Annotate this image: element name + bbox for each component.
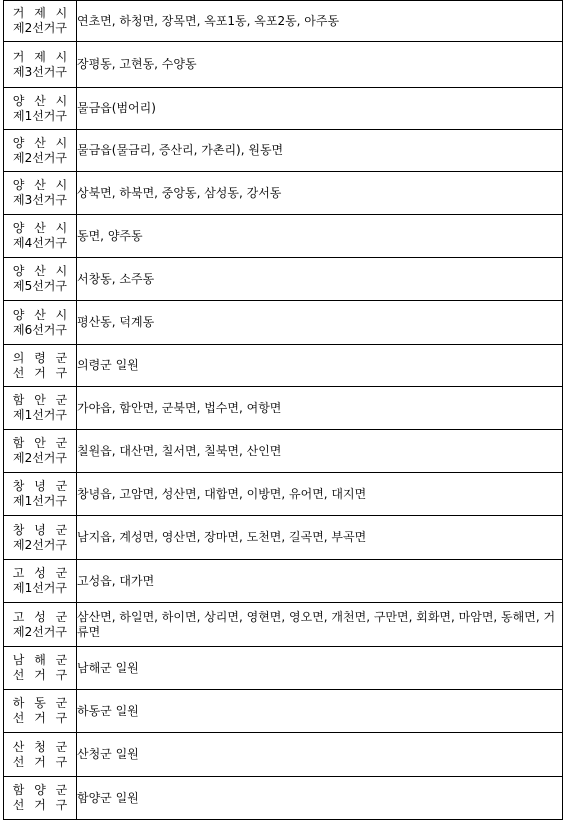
district-constituency-name: 제2선거구 xyxy=(12,537,67,552)
district-region-name: 양 산 시 xyxy=(12,264,71,278)
district-areas-cell: 연초면, 하청면, 장목면, 옥포1동, 옥포2동, 아주동 xyxy=(77,1,563,42)
district-areas-cell: 평산동, 덕계동 xyxy=(77,301,563,345)
district-areas-cell: 창녕읍, 고암면, 성산면, 대합면, 이방면, 유어면, 대지면 xyxy=(77,473,563,516)
table-row xyxy=(4,301,563,345)
district-name-cell xyxy=(4,172,77,215)
district-table xyxy=(3,0,563,820)
district-name-cell xyxy=(4,733,77,777)
table-row xyxy=(4,733,563,777)
district-areas-cell: 남지읍, 계성면, 영산면, 장마면, 도천면, 길곡면, 부곡면 xyxy=(77,516,563,560)
district-name-cell xyxy=(4,215,77,258)
district-areas-cell: 산청군 일원 xyxy=(77,733,563,777)
district-areas-cell: 상북면, 하북면, 중앙동, 삼성동, 강서동 xyxy=(77,172,563,215)
table-row xyxy=(4,777,563,820)
table-row xyxy=(4,647,563,690)
district-name-cell xyxy=(4,345,77,387)
district-constituency-name: 선 거 구 xyxy=(12,798,71,812)
district-region-name: 함 안 군 xyxy=(12,436,71,450)
table-body xyxy=(4,1,563,820)
table-row xyxy=(4,1,563,42)
table-row xyxy=(4,88,563,130)
table-row xyxy=(4,603,563,647)
district-constituency-name: 제2선거구 xyxy=(12,451,67,465)
district-region-name: 남 해 군 xyxy=(12,653,71,667)
table-row xyxy=(4,430,563,473)
district-name-cell xyxy=(4,516,77,560)
district-areas-cell: 고성읍, 대가면 xyxy=(77,560,563,603)
district-region-name: 양 산 시 xyxy=(12,221,71,235)
table-row xyxy=(4,215,563,258)
district-areas-cell: 서창동, 소주동 xyxy=(77,258,563,301)
district-areas-cell: 물금읍(물금리, 증산리, 가촌리), 원동면 xyxy=(77,130,563,172)
district-name-cell xyxy=(4,88,77,130)
district-region-name: 함 양 군 xyxy=(12,783,71,797)
district-name-cell xyxy=(4,647,77,690)
district-areas-cell: 의령군 일원 xyxy=(77,345,563,387)
district-region-name: 의 령 군 xyxy=(12,350,71,365)
district-name-cell xyxy=(4,387,77,430)
district-areas-cell: 가야읍, 함안면, 군북면, 법수면, 여항면 xyxy=(77,387,563,430)
district-constituency-name: 제1선거구 xyxy=(12,581,67,595)
district-areas-cell: 장평동, 고현동, 수양동 xyxy=(77,42,563,88)
district-region-name: 양 산 시 xyxy=(12,93,71,108)
district-constituency-name: 제6선거구 xyxy=(12,322,67,337)
district-region-name: 거 제 시 xyxy=(12,49,71,64)
district-region-name: 양 산 시 xyxy=(12,178,71,192)
district-name-cell xyxy=(4,690,77,733)
district-region-name: 하 동 군 xyxy=(12,696,71,710)
district-region-name: 창 녕 군 xyxy=(12,522,71,537)
table-row xyxy=(4,258,563,301)
table-row xyxy=(4,172,563,215)
district-name-cell xyxy=(4,258,77,301)
district-areas-cell: 함양군 일원 xyxy=(77,777,563,820)
district-areas-cell: 남해군 일원 xyxy=(77,647,563,690)
district-name-cell xyxy=(4,777,77,820)
table-row xyxy=(4,42,563,88)
district-name-cell xyxy=(4,473,77,516)
district-areas-cell: 물금읍(범어리) xyxy=(77,88,563,130)
district-region-name: 산 청 군 xyxy=(12,739,71,754)
table-row xyxy=(4,387,563,430)
district-name-cell xyxy=(4,301,77,345)
district-region-name: 양 산 시 xyxy=(12,307,71,322)
table-row xyxy=(4,345,563,387)
district-constituency-name: 선 거 구 xyxy=(12,668,71,682)
district-region-name: 함 안 군 xyxy=(12,393,71,407)
district-constituency-name: 제1선거구 xyxy=(12,108,67,123)
district-name-cell xyxy=(4,430,77,473)
district-name-cell xyxy=(4,42,77,88)
district-name-cell xyxy=(4,560,77,603)
district-areas-cell: 동면, 양주동 xyxy=(77,215,563,258)
district-areas-cell: 하동군 일원 xyxy=(77,690,563,733)
district-constituency-name: 제2선거구 xyxy=(12,624,67,639)
district-region-name: 양 산 시 xyxy=(12,135,71,150)
district-constituency-name: 제3선거구 xyxy=(12,193,67,207)
district-constituency-name: 선 거 구 xyxy=(12,754,71,769)
district-constituency-name: 제2선거구 xyxy=(12,21,67,35)
district-areas-cell: 칠원읍, 대산면, 칠서면, 칠북면, 산인면 xyxy=(77,430,563,473)
table-row xyxy=(4,560,563,603)
district-name-cell xyxy=(4,1,77,42)
table-row xyxy=(4,473,563,516)
table-row xyxy=(4,130,563,172)
district-name-cell xyxy=(4,603,77,647)
district-region-name: 고 성 군 xyxy=(12,609,71,624)
district-areas-cell: 삼산면, 하일면, 하이면, 상리면, 영현면, 영오면, 개천면, 구만면, 회화면, 마암면, 동해면, 거류면 xyxy=(77,603,563,647)
district-region-name: 고 성 군 xyxy=(12,566,71,580)
district-name-cell xyxy=(4,130,77,172)
district-constituency-name: 제2선거구 xyxy=(12,150,67,165)
district-constituency-name: 제1선거구 xyxy=(12,494,67,508)
district-constituency-name: 제3선거구 xyxy=(12,64,67,79)
district-region-name: 거 제 시 xyxy=(12,6,71,20)
table-row xyxy=(4,690,563,733)
district-constituency-name: 선 거 구 xyxy=(12,711,71,725)
district-constituency-name: 제5선거구 xyxy=(12,279,67,293)
district-constituency-name: 제1선거구 xyxy=(12,408,67,422)
table-row xyxy=(4,516,563,560)
district-constituency-name: 제4선거구 xyxy=(12,236,67,250)
district-constituency-name: 선 거 구 xyxy=(12,365,71,380)
district-region-name: 창 녕 군 xyxy=(12,479,71,493)
